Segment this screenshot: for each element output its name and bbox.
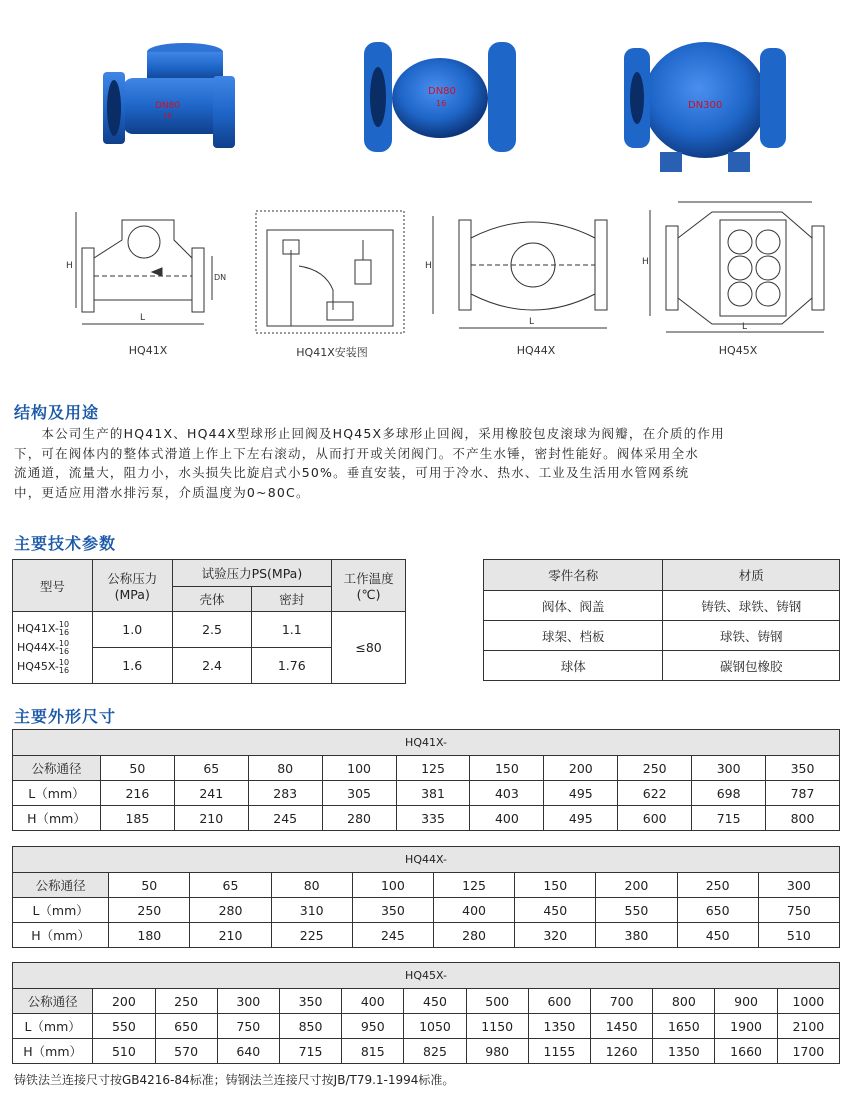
table-cell: 150 [470,756,544,781]
svg-text:16: 16 [163,112,172,120]
dims-row-dn [13,989,840,1014]
params-models-cell [13,612,93,684]
table-cell: 210 [190,923,271,948]
section-title-dimensions: 主要外形尺寸 [14,707,117,726]
table-cell: 495 [544,806,618,831]
model-hq44x: HQ44X-10 16 [17,639,70,656]
dims-title-hq41x: HQ41X- [13,730,840,756]
table-cell: 200 [544,756,618,781]
section-title-params: 主要技术参数 [14,534,117,553]
table-cell: L（mm） [13,781,101,806]
table-cell: 125 [433,873,514,898]
table-cell: H（mm） [13,1039,93,1064]
table-cell: 250 [618,756,692,781]
product-photos [0,8,850,193]
materials-part: 球体 [484,651,663,681]
table-cell: 300 [217,989,279,1014]
section-title-structure: 结构及用途 [14,403,100,422]
hq41x-photo [95,36,240,166]
table-cell: 450 [677,923,758,948]
table-cell: 800 [766,806,840,831]
table-cell: 185 [100,806,174,831]
table-cell: 250 [109,898,190,923]
table-cell: 245 [352,923,433,948]
materials-header-part: 零件名称 [484,560,663,591]
photo-dn-label: DN80 [155,101,181,111]
table-cell: H（mm） [13,923,109,948]
caption-hq41x: HQ41X [128,344,168,357]
table-cell: 450 [515,898,596,923]
svg-text:H: H [425,261,432,271]
table-cell: 381 [396,781,470,806]
model-hq45x: HQ45X-10 16 [17,658,70,675]
table-cell: 320 [515,923,596,948]
materials-header-material: 材质 [663,560,840,591]
table-cell: 510 [93,1039,155,1064]
table-cell: 280 [322,806,396,831]
table-cell: 787 [766,781,840,806]
dims-row-l [13,1014,840,1039]
table-cell: 850 [279,1014,341,1039]
dims-row-dn [13,756,840,781]
dims-row-h [13,806,840,831]
table-cell: 1150 [466,1014,528,1039]
table-cell: 100 [322,756,396,781]
table-cell: 700 [591,989,653,1014]
table-cell: 800 [653,989,715,1014]
table-cell: 公称通径 [13,873,109,898]
table-cell: 280 [190,898,271,923]
hq44x-drawing [425,210,625,335]
table-cell: 380 [596,923,677,948]
caption-hq45x: HQ45X [718,344,758,357]
table-cell: 715 [692,806,766,831]
table-cell: 280 [433,923,514,948]
table-cell: 500 [466,989,528,1014]
table-cell: 1660 [715,1039,777,1064]
svg-text:H: H [66,261,73,271]
dims-table-hq45x [12,962,840,1064]
svg-text:H: H [642,257,649,267]
params-header-shell: 壳体 [172,587,252,612]
materials-part: 阀体、阀盖 [484,591,663,621]
table-cell: 1650 [653,1014,715,1039]
caption-hq41x-install: HQ41X安装图 [296,346,368,359]
materials-material: 铸铁、球铁、铸钢 [663,591,840,621]
table-cell: 1900 [715,1014,777,1039]
table-cell: 1260 [591,1039,653,1064]
table-cell: L（mm） [13,1014,93,1039]
params-header-seal: 密封 [252,587,332,612]
params-header-test: 试验压力PS(MPa) [172,560,332,587]
params-header-temp: 工作温度 (℃) [332,560,406,612]
table-cell: 200 [93,989,155,1014]
table-cell: L（mm） [13,898,109,923]
table-cell: 600 [528,989,590,1014]
table-cell: 50 [100,756,174,781]
svg-text:DN300: DN300 [688,100,723,111]
table-cell: 300 [758,873,839,898]
hq45x-drawing [642,198,832,338]
table-cell: 600 [618,806,692,831]
table-cell: 65 [190,873,271,898]
table-cell: 65 [174,756,248,781]
table-cell: 125 [396,756,470,781]
table-cell: 80 [248,756,322,781]
table-cell: 305 [322,781,396,806]
footnote: 铸铁法兰连接尺寸按GB4216-84标准；铸钢法兰连接尺寸按JB/T79.1-1994标准。 [14,1073,455,1087]
table-cell: 750 [217,1014,279,1039]
model-hq41x: HQ41X-10 16 [17,620,70,637]
table-cell: 300 [692,756,766,781]
dims-title-hq45x: HQ45X- [13,963,840,989]
table-cell: 1450 [591,1014,653,1039]
table-cell: 250 [677,873,758,898]
table-cell: 650 [677,898,758,923]
hq41x-drawing [62,200,232,335]
params-shell-1: 2.5 [172,612,252,648]
table-cell: H（mm） [13,806,101,831]
materials-material: 碳钢包橡胶 [663,651,840,681]
table-cell: 180 [109,923,190,948]
table-cell: 1155 [528,1039,590,1064]
params-pn-1: 1.0 [92,612,172,648]
table-cell: 495 [544,781,618,806]
table-cell: 310 [271,898,352,923]
params-seal-1: 1.1 [252,612,332,648]
table-cell: 815 [342,1039,404,1064]
params-header-model: 型号 [13,560,93,612]
structure-paragraph: 本公司生产的HQ41X、HQ44X型球形止回阀及HQ45X多球形止回阀，采用橡胶包皮滚球为阀瓣，在介质的作用 下，可在阀体内的整体式滑道上作上下左右滚动，从而打开或关闭阀门。不产生水锤，密封性能好。阀体采用全水 流通道，流量大，阻力小，水头损失比旋启式小50%。垂直安装，可用于冷水、热水、工业及生活用水管网系统 中，更适应用潜水排污泵，介质温度为0~80C。 [14,426,725,500]
dims-row-h [13,923,840,948]
materials-material: 球铁、铸钢 [663,621,840,651]
params-pn-2: 1.6 [92,648,172,684]
table-cell: 2100 [777,1014,839,1039]
technical-drawings [0,196,850,366]
table-cell: 150 [515,873,596,898]
table-cell: 210 [174,806,248,831]
table-cell: 公称通径 [13,989,93,1014]
table-cell: 50 [109,873,190,898]
svg-text:L: L [742,322,748,332]
table-cell: 698 [692,781,766,806]
table-cell: 1350 [653,1039,715,1064]
table-cell: 640 [217,1039,279,1064]
table-cell: 550 [596,898,677,923]
table-cell: 400 [342,989,404,1014]
params-seal-2: 1.76 [252,648,332,684]
table-cell: 241 [174,781,248,806]
params-temp: ≤80 [332,612,406,684]
table-cell: 1350 [528,1014,590,1039]
table-cell: 1000 [777,989,839,1014]
table-cell: 750 [758,898,839,923]
dims-row-l [13,781,840,806]
table-cell: 403 [470,781,544,806]
materials-table [483,559,840,681]
table-cell: 715 [279,1039,341,1064]
table-cell: 900 [715,989,777,1014]
hq41x-install-drawing [255,210,405,335]
table-cell: 335 [396,806,470,831]
svg-text:DN: DN [214,273,227,282]
table-cell: 250 [155,989,217,1014]
table-cell: 283 [248,781,322,806]
table-cell: 公称通径 [13,756,101,781]
svg-text:L: L [140,313,146,323]
table-cell: 450 [404,989,466,1014]
dims-table-hq41x [12,729,840,831]
table-cell: 650 [155,1014,217,1039]
table-cell: 1700 [777,1039,839,1064]
table-cell: 1050 [404,1014,466,1039]
table-cell: 350 [352,898,433,923]
dims-row-l [13,898,840,923]
table-cell: 350 [279,989,341,1014]
table-cell: 550 [93,1014,155,1039]
params-header-pn: 公称压力 (MPa) [92,560,172,612]
table-cell: 510 [758,923,839,948]
caption-hq44x: HQ44X [516,344,556,357]
dims-row-dn [13,873,840,898]
table-cell: 350 [766,756,840,781]
svg-text:L: L [529,317,535,327]
table-cell: 80 [271,873,352,898]
hq44x-photo [360,28,520,168]
table-cell: 100 [352,873,433,898]
table-cell: 400 [470,806,544,831]
table-cell: 245 [248,806,322,831]
svg-text:DN80: DN80 [428,86,456,97]
table-cell: 216 [100,781,174,806]
svg-text:16: 16 [436,99,447,108]
params-shell-2: 2.4 [172,648,252,684]
table-cell: 225 [271,923,352,948]
table-cell: 570 [155,1039,217,1064]
table-cell: 950 [342,1014,404,1039]
params-table [12,559,406,684]
hq45x-photo [620,22,790,182]
table-cell: 825 [404,1039,466,1064]
dims-row-h [13,1039,840,1064]
materials-part: 球架、档板 [484,621,663,651]
dims-title-hq44x: HQ44X- [13,847,840,873]
dims-table-hq44x [12,846,840,948]
table-cell: 622 [618,781,692,806]
table-cell: 200 [596,873,677,898]
table-cell: 980 [466,1039,528,1064]
table-cell: 400 [433,898,514,923]
